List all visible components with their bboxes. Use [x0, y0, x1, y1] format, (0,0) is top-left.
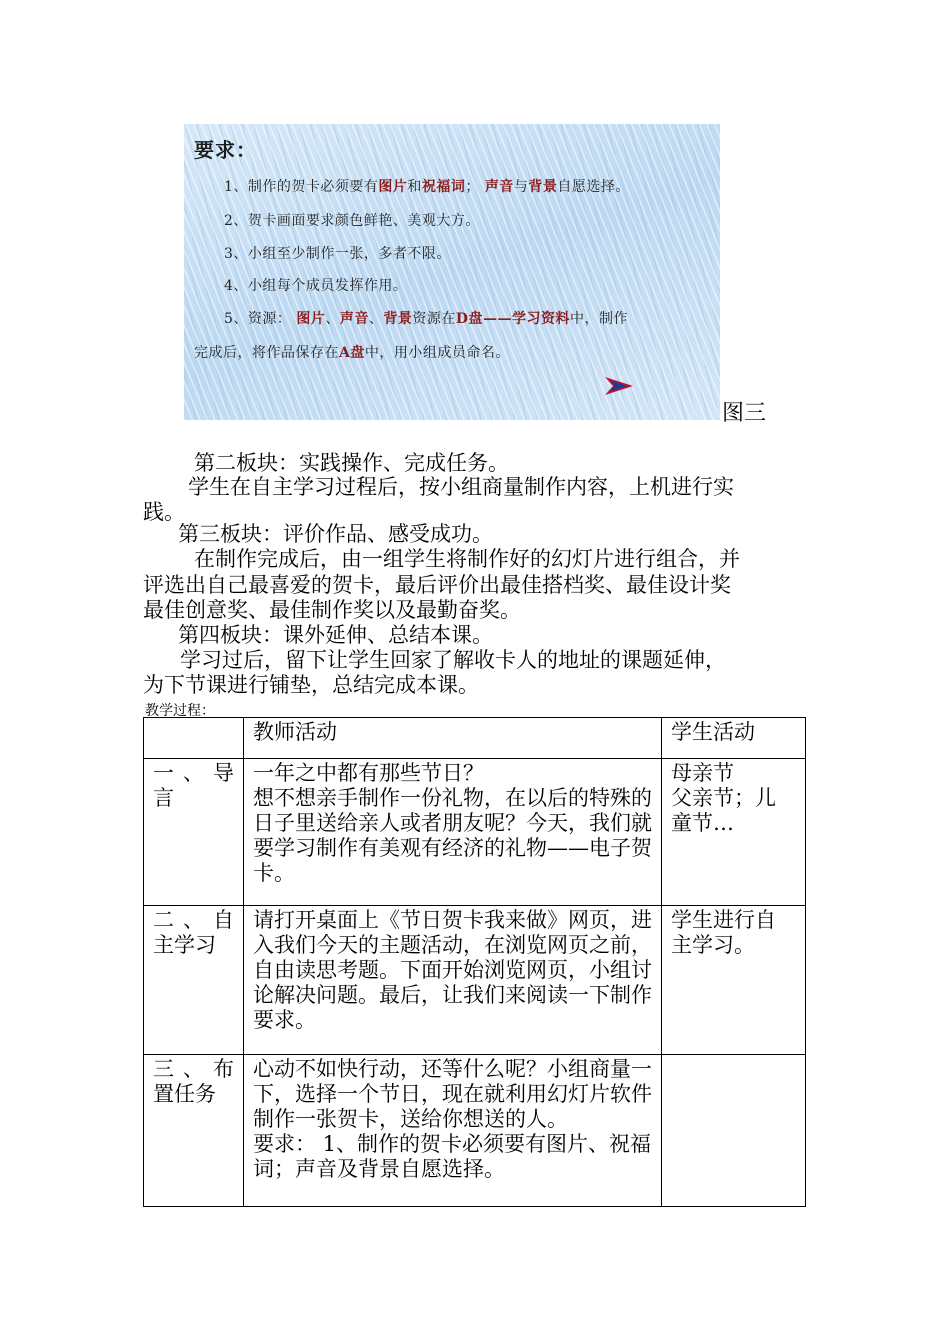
student-activity-cell [662, 1055, 806, 1207]
section-2-heading: 第二板块：实践操作、完成任务。 [194, 451, 509, 475]
stage-cell: 三、布置任务 [144, 1055, 244, 1207]
stage-cell: 一、导言 [144, 759, 244, 906]
figure-text: 4、小组每个成员发挥作用。 [224, 278, 408, 294]
figure-text: 完成后，将作品保存在 [194, 345, 339, 361]
highlight-text: A盘 [339, 345, 365, 361]
figure-text: 中，制作 [570, 311, 628, 327]
highlight-text: 图片 [296, 311, 326, 327]
figure-text: 1、制作的贺卡必须要有 [224, 179, 379, 195]
figure-line-3 [224, 243, 451, 263]
figure-text: ； [465, 179, 485, 195]
figure-text: 中，用小组成员命名。 [364, 345, 510, 361]
teacher-activity-cell: 心动不如快行动，还等什么呢？小组商量一下，选择一个节日，现在就利用幻灯片软件制作一张贺卡，送给你想送的人。 要求： 1、制作的贺卡必须要有图片、祝福词；声音及背景自愿选择。 [244, 1055, 662, 1207]
section-3-heading: 第三板块：评价作品、感受成功。 [178, 522, 493, 546]
section-4-text-line-2: 为下节课进行铺垫，总结完成本课。 [143, 673, 479, 697]
figure-text: 和 [407, 179, 422, 195]
stage-cell: 二、自主学习 [144, 906, 244, 1055]
highlight-text: 图片 [378, 179, 408, 195]
student-activity-cell: 学生进行自主学习。 [662, 906, 806, 1055]
table-row [144, 906, 806, 1055]
figure-text: 5、资源： [224, 311, 297, 327]
figure-line-6 [194, 342, 510, 362]
highlight-text: 声音 [339, 311, 369, 327]
section-3-text-line-2: 评选出自己最喜爱的贺卡，最后评价出最佳搭档奖、最佳设计奖 [143, 573, 731, 597]
highlight-text: 祝福词 [421, 179, 466, 195]
requirements-figure [184, 124, 720, 420]
student-activity-cell: 母亲节 父亲节；儿童节… [662, 759, 806, 906]
figure-line-2 [224, 210, 480, 230]
highlight-text: 背景 [383, 311, 413, 327]
table-header-row [144, 718, 806, 759]
section-2-text-line-1: 学生在自主学习过程后，按小组商量制作内容，上机进行实 [188, 475, 734, 499]
teacher-activity-cell: 请打开桌面上《节日贺卡我来做》网页，进入我们今天的主题活动，在浏览网页之前，自由读思考题。下面开始浏览网页，小组讨论解决问题。最后，让我们来阅读一下制作要求。 [244, 906, 662, 1055]
highlight-text: 背景 [528, 179, 558, 195]
figure-line-5 [224, 308, 628, 328]
teaching-process-table [143, 717, 806, 1207]
header-stage [144, 718, 244, 759]
process-label: 教学过程： [145, 703, 215, 719]
header-student-activity: 学生活动 [662, 718, 806, 759]
figure-caption: 图三 [722, 401, 767, 426]
section-3-text-line-3: 最佳创意奖、最佳制作奖以及最勤奋奖。 [143, 598, 521, 622]
teacher-activity-cell: 一年之中都有那些节日？ 想不想亲手制作一份礼物，在以后的特殊的日子里送给亲人或者朋友呢？今天，我们就要学习制作有美观有经济的礼物——电子贺卡。 [244, 759, 662, 906]
section-2-text-line-2: 践。 [143, 500, 185, 524]
figure-text: 3、小组至少制作一张，多者不限。 [224, 246, 451, 262]
figure-text: 自愿选择。 [557, 179, 630, 195]
figure-line-4 [224, 275, 407, 295]
next-arrow-icon [604, 376, 634, 396]
section-4-heading: 第四板块：课外延伸、总结本课。 [178, 623, 493, 647]
section-4-text-line-1: 学习过后，留下让学生回家了解收卡人的地址的课题延伸， [180, 648, 726, 672]
figure-title: 要求： [194, 138, 257, 162]
figure-text: 与 [513, 179, 529, 195]
figure-line-1 [224, 176, 630, 196]
section-3-text-line-1: 在制作完成后，由一组学生将制作好的幻灯片进行组合，并 [194, 547, 740, 571]
figure-text: 2、贺卡画面要求颜色鲜艳、美观大方。 [224, 213, 480, 229]
table-row [144, 1055, 806, 1207]
figure-text: 资源在 [412, 311, 456, 327]
table-row [144, 759, 806, 906]
figure-text: 、 [325, 311, 340, 327]
header-teacher-activity: 教师活动 [244, 718, 662, 759]
figure-text: 、 [368, 311, 384, 327]
highlight-text: 声音 [484, 179, 514, 195]
highlight-text: D盘——学习资料 [455, 311, 570, 327]
